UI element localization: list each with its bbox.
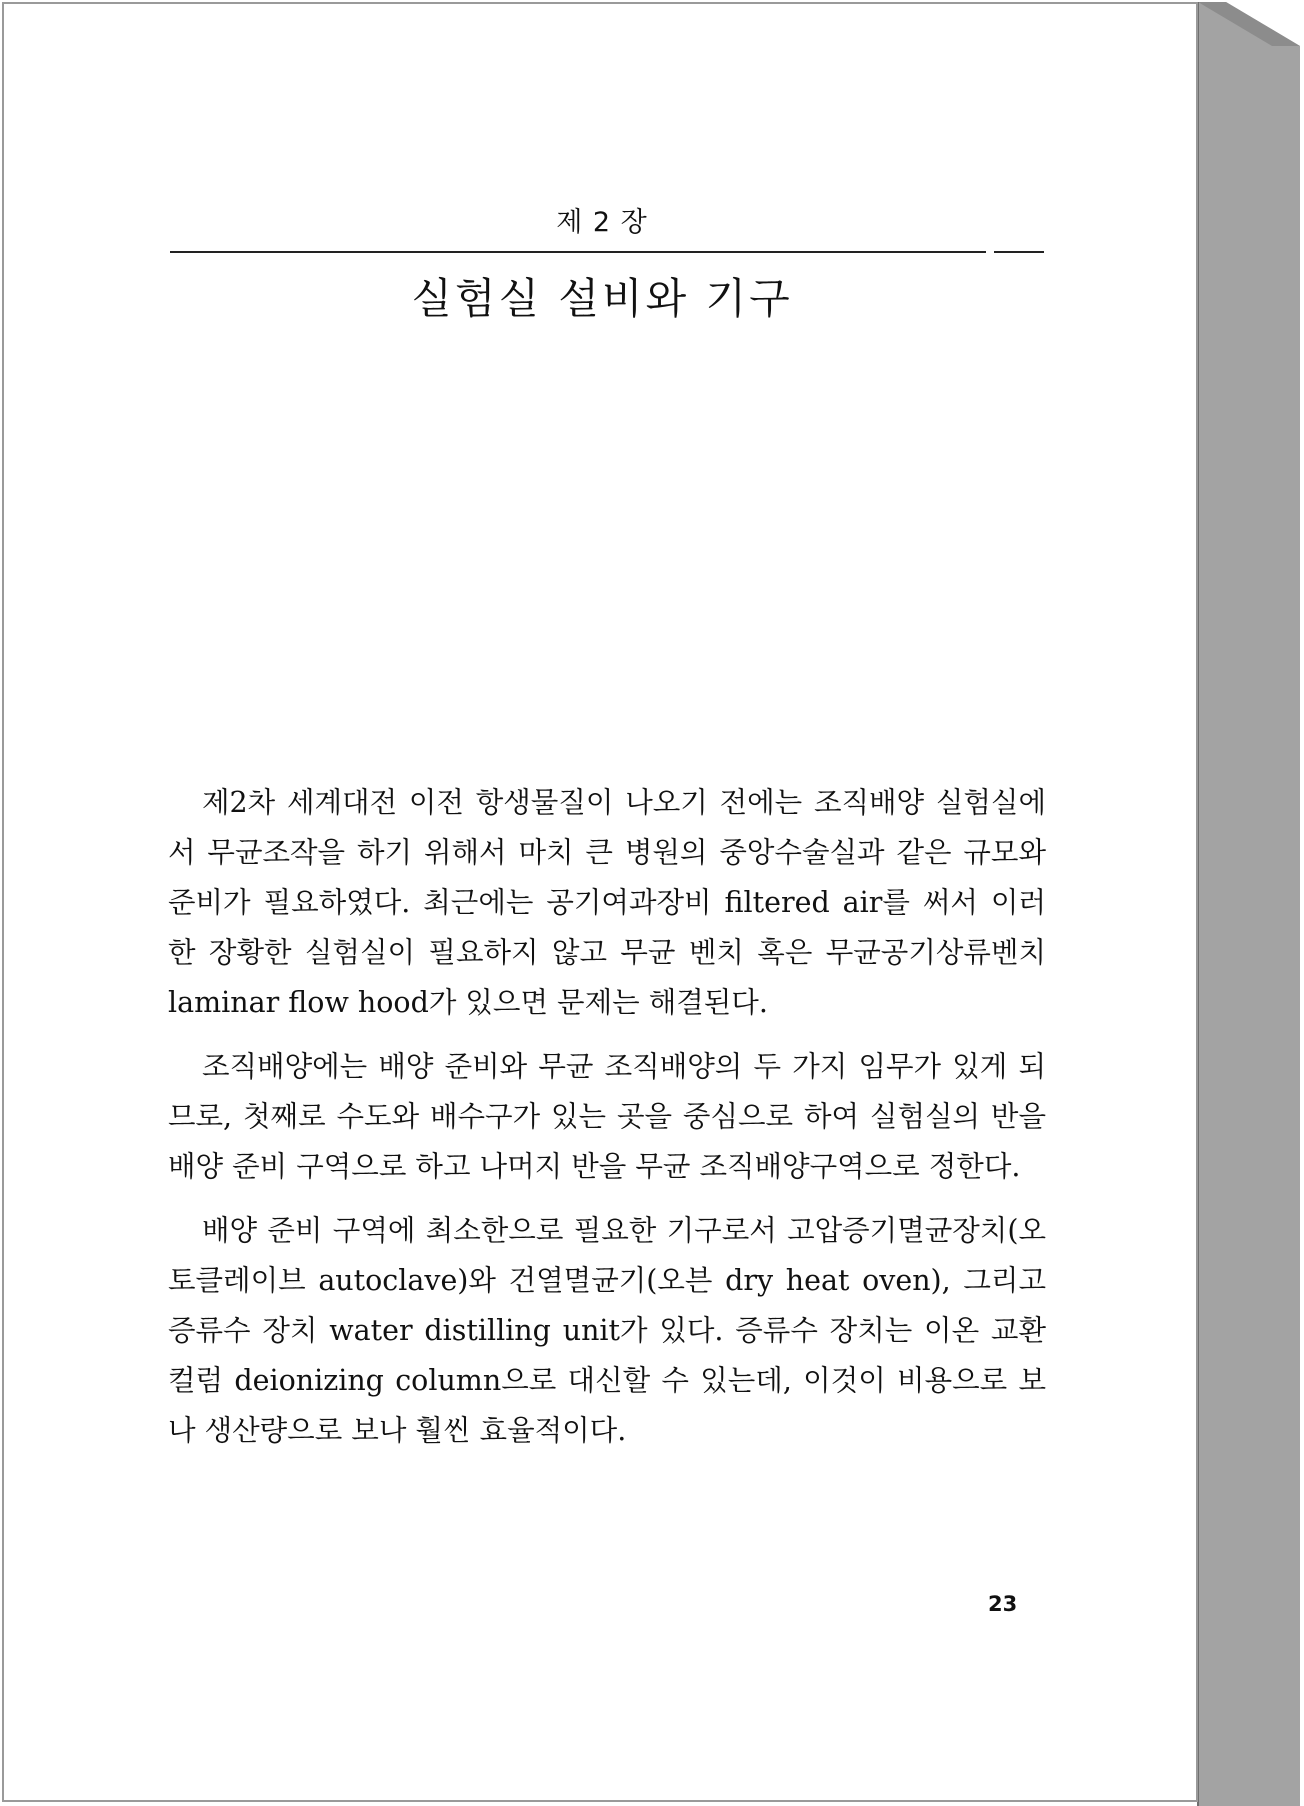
- chapter-label: 제 2 장: [556, 207, 648, 238]
- paragraph-2: 조직배양에는 배양 준비와 무균 조직배양의 두 가지 임무가 있게 되므로, 첫째로 수도와 배수구가 있는 곳을 중심으로 하여 실험실의 반을 배양 준비 구역으로 하고 나머지 반을 무균 조직배양구역으로 정한다.: [168, 1050, 1046, 1183]
- paragraph-3: 배양 준비 구역에 최소한으로 필요한 기구로서 고압증기멸균장치(오토클레이브 autoclave)와 건열멸균기(오븐 dry heat oven), 그리고 증류수 장치 water distilling unit가 있다. 증류수 장치는 이온 교환컬럼 deionizing column으로 대신할 수 있는데, 이것이 비용으로 보나 생산량으로 보나 훨씬 효율적이다.: [168, 1214, 1046, 1447]
- page-number: 23: [988, 1592, 1018, 1616]
- chapter-title: 실험실 설비와 기구: [411, 274, 793, 323]
- page-stack-top: [1198, 2, 1300, 46]
- chapter-rule: [170, 251, 986, 253]
- paragraph-1: 제2차 세계대전 이전 항생물질이 나오기 전에는 조직배양 실험실에서 무균조작을 하기 위해서 마치 큰 병원의 중앙수술실과 같은 규모와 준비가 필요하였다. 최근에는 공기여과장비 filtered air를 써서 이러한 장황한 실험실이 필요하지 않고 무균 벤치 혹은 무균공기상류벤치 laminar flow hood가 있으면 문제는 해결된다.: [168, 786, 1046, 1019]
- chapter-rule-tail: [994, 251, 1044, 253]
- page: [2, 2, 1198, 1802]
- body-text: [168, 778, 1046, 1470]
- page-stack-side: [1198, 2, 1300, 1806]
